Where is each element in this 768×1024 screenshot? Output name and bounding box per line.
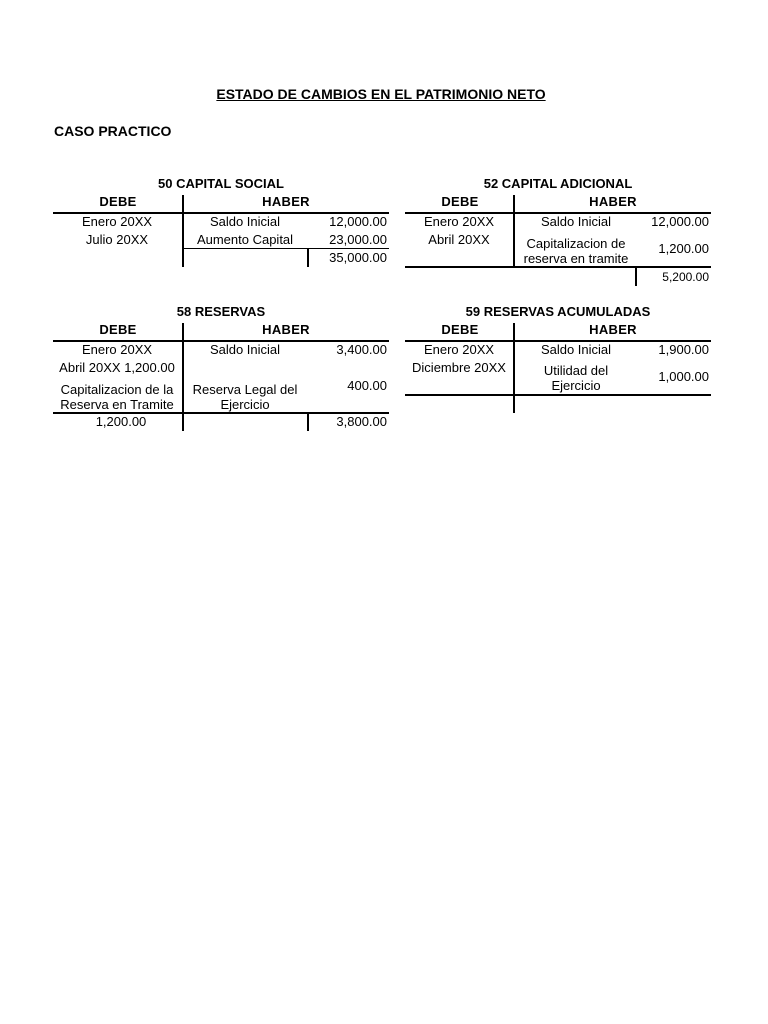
- debe-entry: Enero 20XX: [81, 342, 153, 357]
- account-title: 50 CAPITAL SOCIAL: [158, 176, 284, 191]
- debe-entry: Abril 20XX: [428, 232, 490, 247]
- haber-amount: 1,200.00: [658, 241, 709, 256]
- haber-amount: 23,000.00: [329, 232, 387, 247]
- debe-entry: Diciembre 20XX: [412, 360, 506, 375]
- total-line: [183, 248, 389, 249]
- debe-header: DEBE: [99, 194, 137, 209]
- haber-concept: Saldo Inicial: [209, 214, 281, 229]
- debe-header: DEBE: [441, 322, 479, 337]
- haber-concept: Reserva Legal del Ejercicio: [192, 382, 298, 412]
- account-title: 52 CAPITAL ADICIONAL: [483, 176, 633, 191]
- haber-concept: Capitalizacion de reserva en tramite: [523, 236, 629, 266]
- haber-amount: 12,000.00: [651, 214, 709, 229]
- haber-concept: Saldo Inicial: [540, 342, 612, 357]
- account-title: 59 RESERVAS ACUMULADAS: [465, 304, 651, 319]
- haber-total: 35,000.00: [329, 250, 387, 265]
- haber-amount: 400.00: [347, 378, 387, 393]
- page-title: ESTADO DE CAMBIOS EN EL PATRIMONIO NETO: [216, 86, 546, 102]
- account-title: 58 RESERVAS: [176, 304, 266, 319]
- haber-header: HABER: [589, 194, 637, 209]
- haber-amount: 1,000.00: [658, 369, 709, 384]
- t-account-reservas-acumuladas: [405, 304, 711, 416]
- debe-entry: Enero 20XX: [81, 214, 153, 229]
- t-account-capital-adicional: [405, 176, 711, 286]
- t-account-capital-social: [53, 176, 389, 276]
- haber-total: 5,200.00: [662, 270, 709, 284]
- haber-header: HABER: [262, 194, 310, 209]
- t-account-divider: [513, 323, 515, 413]
- debe-header: DEBE: [441, 194, 479, 209]
- total-line: [405, 266, 711, 268]
- debe-entry: Enero 20XX: [423, 342, 495, 357]
- haber-amount: 3,400.00: [336, 342, 387, 357]
- haber-concept: Utilidad del Ejercicio: [543, 363, 609, 393]
- page-subtitle: CASO PRACTICO: [54, 123, 172, 139]
- haber-concept: Saldo Inicial: [209, 342, 281, 357]
- debe-entry: Abril 20XX 1,200.00: [59, 360, 175, 375]
- haber-amount: 12,000.00: [329, 214, 387, 229]
- haber-total: 3,800.00: [336, 414, 387, 429]
- t-account-reservas: [53, 304, 389, 434]
- total-line: [405, 394, 711, 396]
- haber-header: HABER: [589, 322, 637, 337]
- haber-header: HABER: [262, 322, 310, 337]
- t-account-divider: [182, 195, 184, 267]
- debe-entry: Enero 20XX: [423, 214, 495, 229]
- haber-amount: 1,900.00: [658, 342, 709, 357]
- haber-concept: Saldo Inicial: [540, 214, 612, 229]
- debe-entry: Julio 20XX: [85, 232, 149, 247]
- debe-header: DEBE: [99, 322, 137, 337]
- haber-concept: Aumento Capital: [196, 232, 294, 247]
- debe-total: 1,200.00: [95, 414, 147, 429]
- debe-entry: Capitalizacion de la Reserva en Tramite: [60, 382, 174, 412]
